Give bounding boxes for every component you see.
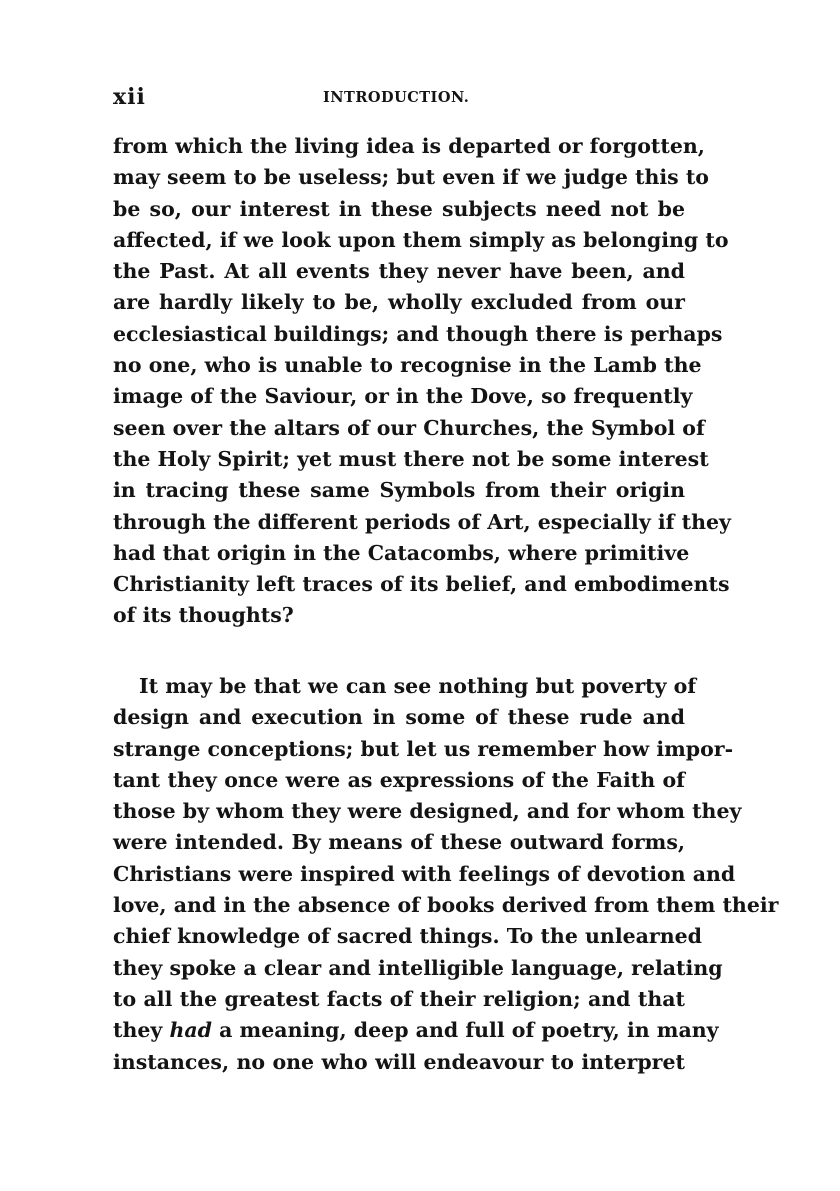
text-line: It may be that we can see nothing but poverty of <box>139 674 697 698</box>
text-line: love, and in the absence of books derived from them their <box>113 893 779 918</box>
text-line: Christians were inspired with feelings of devotion and <box>113 861 736 886</box>
text-line: image of the Saviour, or in the Dove, so frequently <box>113 384 693 409</box>
text-line: through the different periods of Art, especially if they <box>113 509 731 534</box>
text-line: the Holy Spirit; yet must there not be some interest <box>113 446 709 471</box>
text-line-with-italic <box>113 1015 719 1046</box>
text-line: had that origin in the Catacombs, where primitive <box>113 540 690 565</box>
text-line: chief knowledge of sacred things. To the unlearned <box>113 924 703 949</box>
running-head: INTRODUCTION. <box>323 89 470 106</box>
text-line: are hardly likely to be, wholly excluded from our <box>113 290 685 315</box>
line-prefix: they <box>113 1018 163 1043</box>
text-line: may seem to be useless; but even if we judge this to <box>113 165 709 190</box>
text-line: to all the greatest facts of their religion; and that <box>113 986 685 1011</box>
text-line: those by whom they were designed, and for whom they <box>113 799 742 824</box>
text-line: ecclesiastical buildings; and though there is perhaps <box>113 321 723 346</box>
text-line: Christianity left traces of its belief, and embodiments <box>113 572 730 597</box>
text-line: strange conceptions; but let us remember how impor- <box>113 736 734 761</box>
text-line: no one, who is unable to recognise in the Lamb the <box>113 353 702 378</box>
italic-word: had <box>169 1018 212 1043</box>
page-number: xii <box>113 84 146 110</box>
text-line: seen over the altars of our Churches, the Symbol of <box>113 415 705 440</box>
text-line: of its thoughts? <box>113 603 294 628</box>
text-line: instances, no one who will endeavour to interpret <box>113 1049 685 1074</box>
text-line: be so, our interest in these subjects need not be <box>113 196 685 221</box>
paragraph-2 <box>113 671 779 1078</box>
paragraph-1 <box>113 131 731 632</box>
text-line: from which the living idea is departed or forgotten, <box>113 134 705 158</box>
text-line: they spoke a clear and intelligible language, relating <box>113 955 723 980</box>
text-line: design and execution in some of these rude and <box>113 705 685 730</box>
page-header <box>113 84 685 116</box>
text-line: in tracing these same Symbols from their origin <box>113 478 685 503</box>
line-rest: a meaning, deep and full of poetry, in many <box>219 1018 719 1043</box>
text-line: affected, if we look upon them simply as belonging to <box>113 227 729 252</box>
text-line: were intended. By means of these outward forms, <box>113 830 685 855</box>
text-line: tant they once were as expressions of the Faith of <box>113 767 685 792</box>
text-line: the Past. At all events they never have been, and <box>113 259 685 284</box>
